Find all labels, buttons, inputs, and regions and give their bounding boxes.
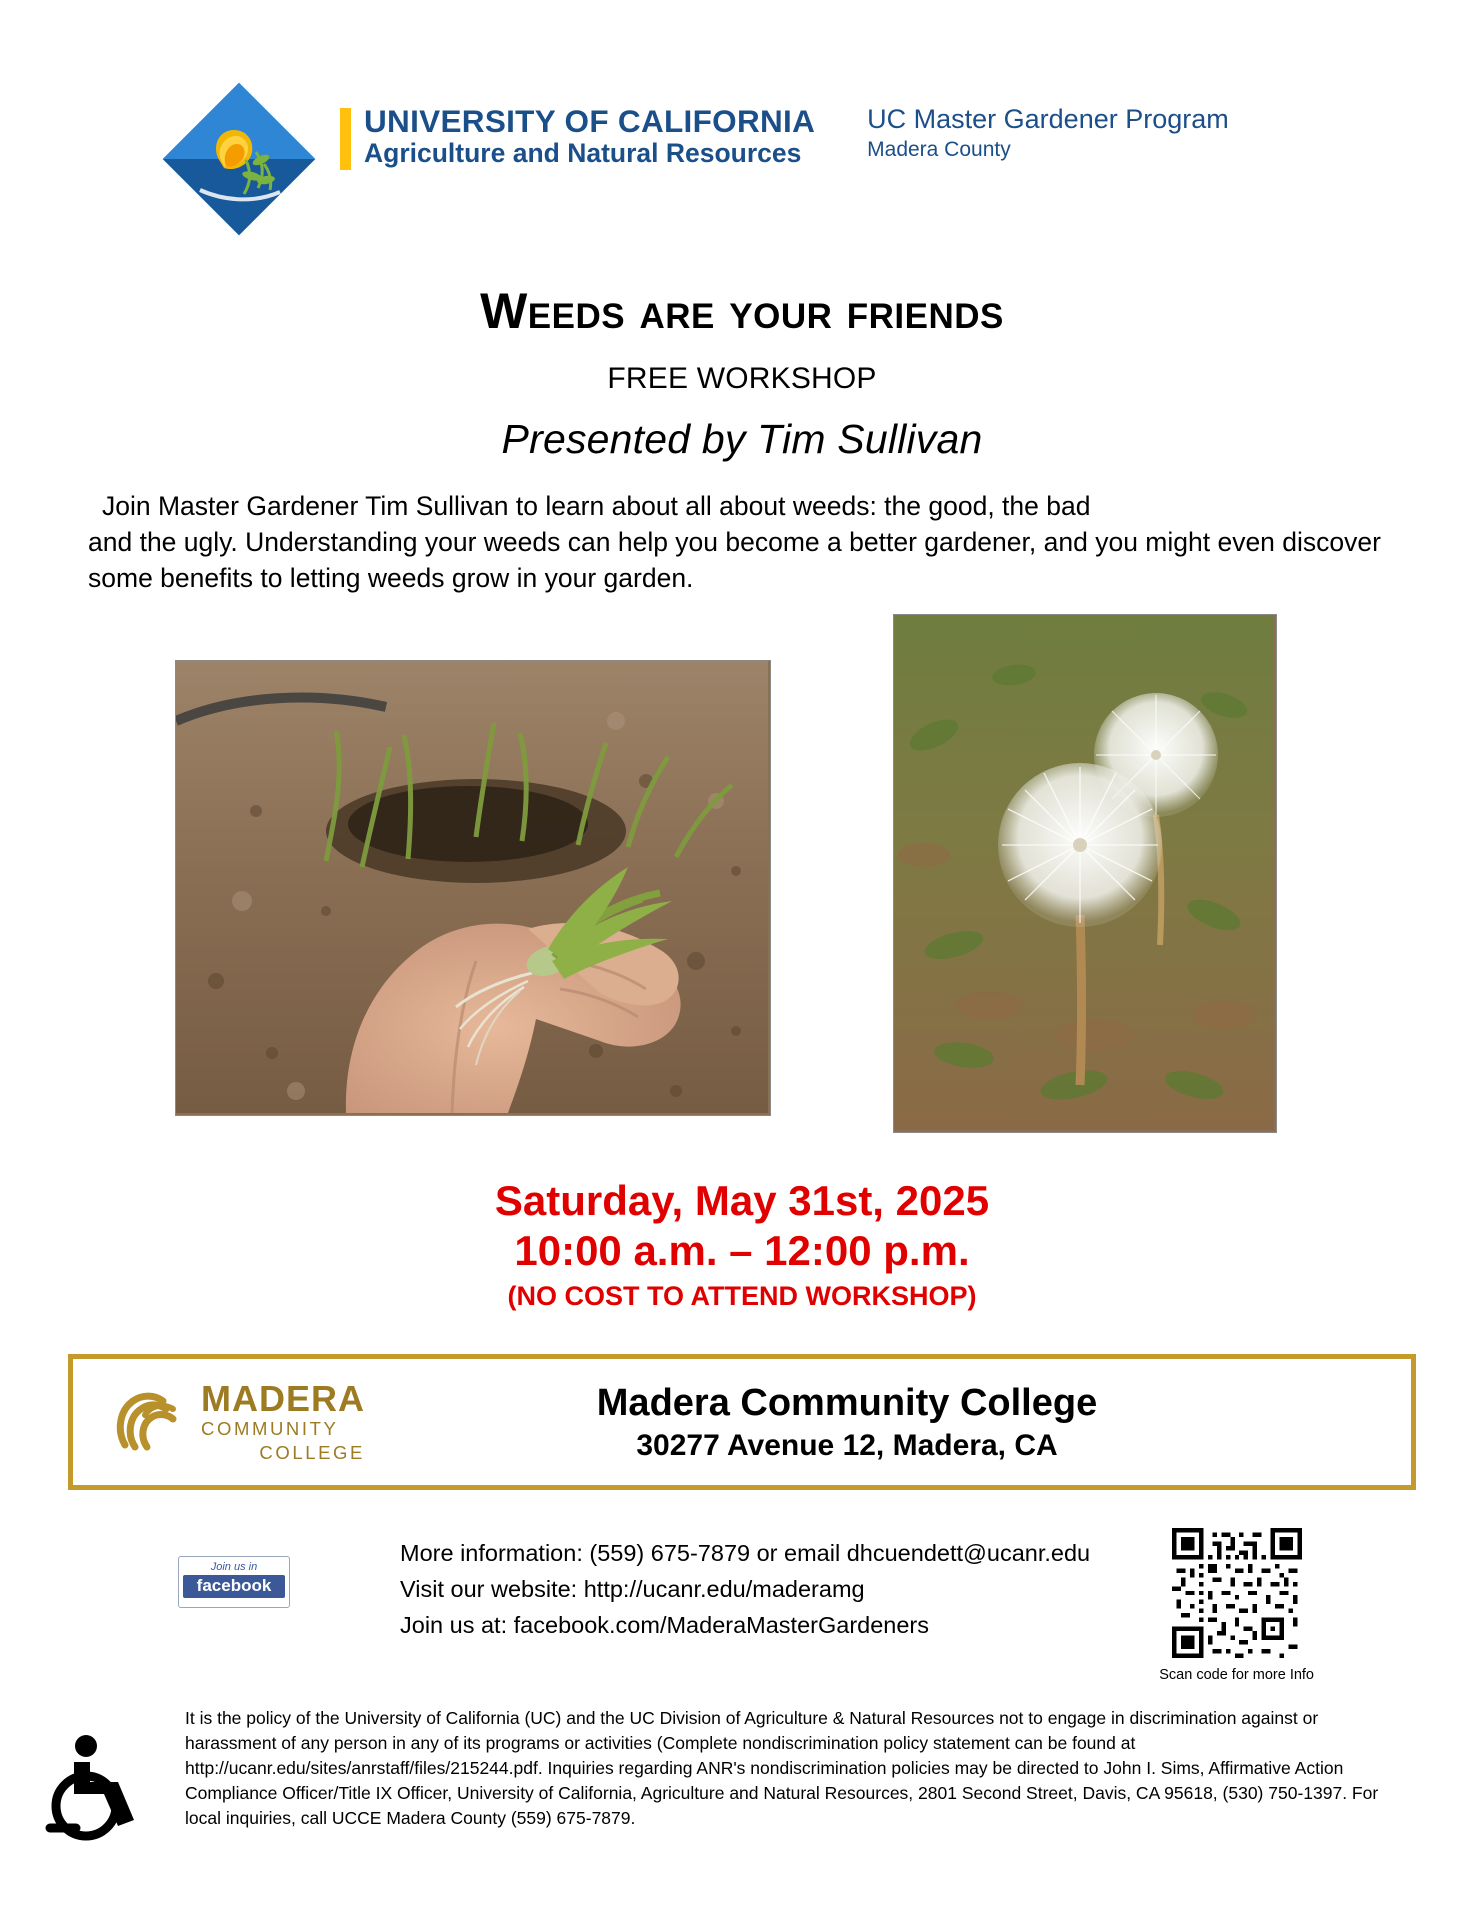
policy-line-1: It is the policy of the University of California (UC) and the UC Division of Agriculture & Natural Resources not to engage in discrimination against or (185, 1708, 1319, 1729)
ucanr-diamond-logo-icon (160, 80, 318, 238)
mcc-logo-line2: COMMUNITY (201, 1417, 339, 1439)
mcc-logo-line1: MADERA (201, 1377, 365, 1419)
program-county: Madera County (867, 137, 1011, 161)
event-datetime-block (0, 1176, 1484, 1312)
policy-line-2: harassment of any person in any of its programs or activities (Complete nondiscrimination policy statement can be found at (185, 1733, 1136, 1754)
policy-line-3: http://ucanr.edu/sites/anrstaff/files/215244.pdf. Inquiries regarding ANR's nondiscrimination policies may be directed to John I. Sims, Affirmative Action (185, 1758, 1344, 1779)
event-date: Saturday, May 31st, 2025 (494, 1177, 990, 1225)
qr-code-block (1159, 1528, 1314, 1683)
policy-line-5: local inquiries, call UCCE Madera County (559) 675-7879. (185, 1807, 636, 1828)
wheelchair-accessibility-icon (42, 1732, 152, 1842)
venue-details (373, 1380, 1401, 1465)
contact-line-website[interactable]: Visit our website: http://ucanr.edu/maderamg (400, 1576, 865, 1603)
description-line-3: you might even discover some benefits to letting weeds grow in your garden. (88, 526, 1381, 593)
facebook-badge-icon[interactable] (178, 1556, 290, 1608)
program-name: UC Master Gardener Program (867, 104, 1229, 134)
university-name: UNIVERSITY OF CALIFORNIA (364, 103, 816, 139)
madera-community-college-logo-icon (83, 1377, 373, 1464)
event-time: 10:00 a.m. – 12:00 p.m. (514, 1226, 970, 1274)
venue-box (68, 1354, 1416, 1490)
event-cost-note: (NO COST TO ATTEND WORKSHOP) (507, 1281, 977, 1312)
ucanr-wordmark (340, 78, 815, 170)
dandelion-seedheads-photo (893, 614, 1277, 1133)
page-title: Weeds are your friends (480, 283, 1004, 339)
venue-name: Madera Community College (596, 1381, 1098, 1424)
nondiscrimination-policy (185, 1706, 1404, 1830)
description-text (88, 489, 1394, 596)
master-gardener-program-label (867, 78, 1229, 163)
facebook-badge-main-text: facebook (183, 1575, 285, 1598)
division-name: Agriculture and Natural Resources (364, 138, 802, 169)
description-line-2: and the ugly. Understanding your weeds can help you become a better gardener, and (88, 526, 1088, 557)
photo-gallery (0, 614, 1484, 1134)
qr-code-icon[interactable] (1172, 1528, 1302, 1658)
presenter-line: Presented by Tim Sullivan (501, 416, 983, 462)
contact-line-phone-email: More information: (559) 675-7879 or email dhcuendett@ucanr.edu (400, 1540, 1091, 1567)
hand-holding-weed-photo (175, 660, 771, 1116)
subtitle: FREE WORKSHOP (607, 362, 877, 395)
qr-caption: Scan code for more Info (1159, 1667, 1314, 1684)
mcc-logo-line3: COLLEGE (259, 1441, 365, 1463)
policy-line-4: Compliance Officer/Title IX Officer, University of California, Agriculture and Natural Resources, 2801 Second Street, Davis, CA 95618, (530) 750-1397. For (185, 1782, 1379, 1803)
description-line-1: Join Master Gardener Tim Sullivan to learn about all about weeds: the good, the bad (102, 491, 1091, 521)
venue-address: 30277 Avenue 12, Madera, CA (636, 1429, 1058, 1463)
footer-section (0, 1700, 1484, 1870)
flyer-header (0, 0, 1484, 238)
ucanr-yellow-bar-icon (340, 108, 351, 170)
facebook-badge-top-text: Join us in (210, 1561, 258, 1574)
contact-section (0, 1526, 1484, 1686)
contact-info (400, 1536, 1090, 1643)
contact-line-facebook[interactable]: Join us at: facebook.com/MaderaMasterGardeners (400, 1611, 930, 1638)
